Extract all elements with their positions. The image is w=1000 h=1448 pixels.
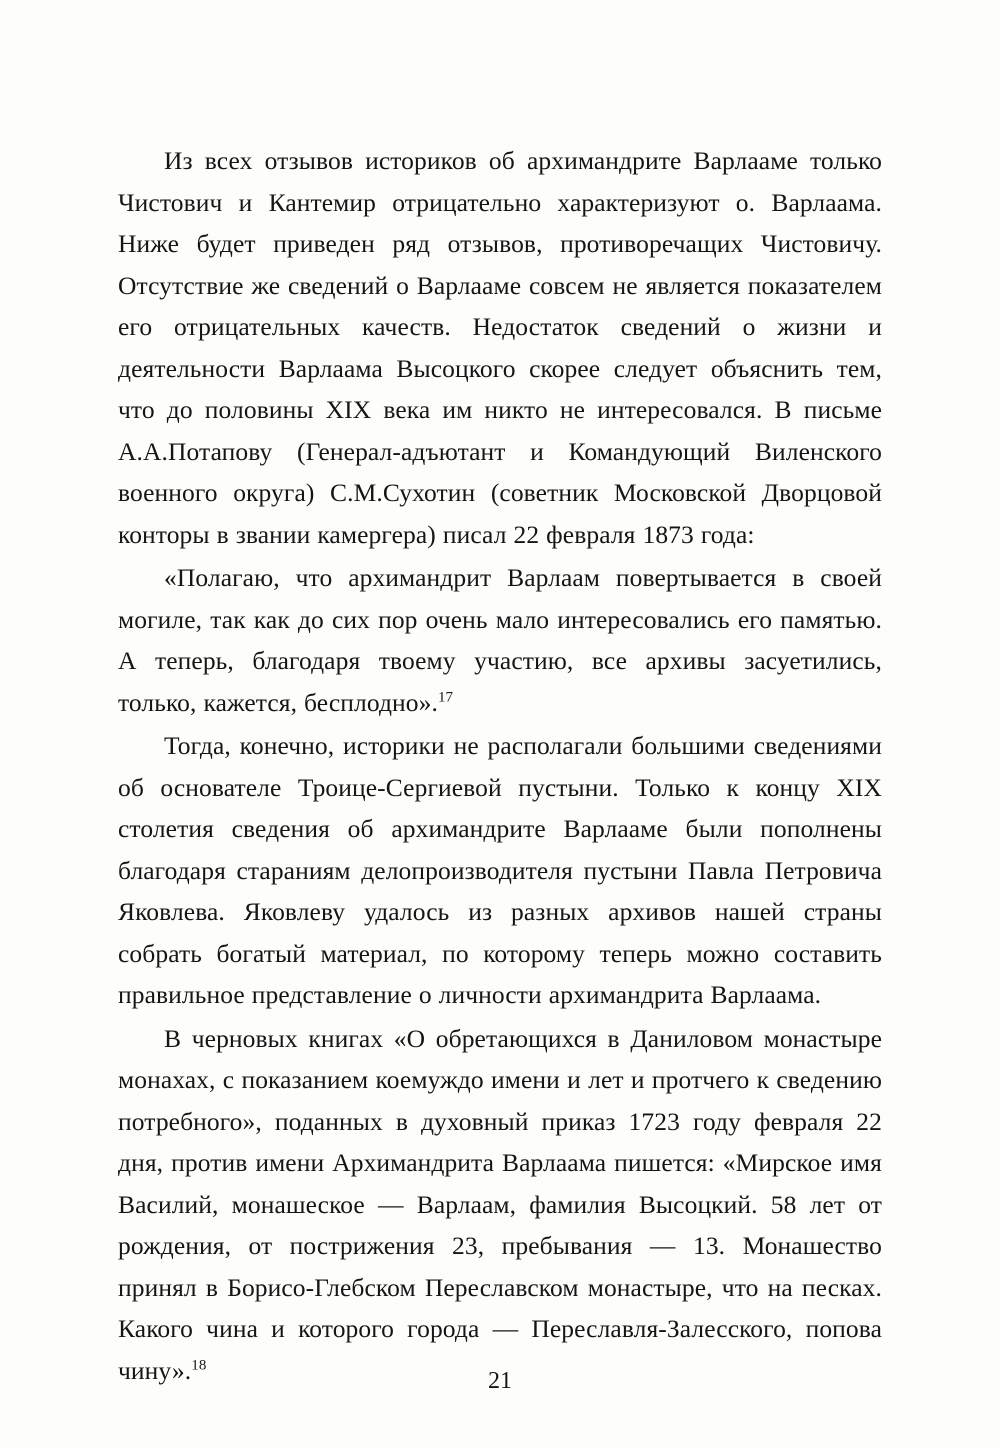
footnote-marker: 17 xyxy=(437,689,454,705)
footnote-marker: 18 xyxy=(191,1357,207,1373)
paragraph xyxy=(118,1018,882,1392)
page-number: 21 xyxy=(488,1368,512,1394)
body-text-column xyxy=(118,140,882,1391)
paragraph-text: Тогда, конечно, историки не располагали большими сведениями об основателе Троице-Сергиевой пустыни. Только к концу XIX столетия сведения об архимандрите Варлааме были пополнены благодаря стараниям делопроизводителя пустыни Павла Петровича Яковлева. Яковлеву удалось из разных архивов нашей страны собрать богатый материал, по которому теперь можно составить правильное представление о личности архимандрита Варлаама. xyxy=(118,731,882,1009)
paragraph xyxy=(118,140,882,555)
paragraph-text: В черновых книгах «О обретающихся в Даниловом монастыре монахах, с показанием коемуждо имени и лет и протчего к сведению потребного», поданных в духовный приказ 1723 году февраля 22 дня, против имени Архимандрита Варлаама пишется: «Мирское имя Василий, монашеское — Варлаам, фамилия Высоцкий. 58 лет от рождения, от пострижения 23, пребывания — 13. Монашество принял в Борисо-Глебском Переславском монастыре, что на песках. Какого чина и которого города — Переславля-Залесского, попова чину». xyxy=(118,1023,882,1385)
paragraph xyxy=(118,557,882,723)
paragraph xyxy=(118,725,882,1016)
paragraph-text: «Полагаю, что архимандрит Варлаам повертывается в своей могиле, так как до сих пор очень мало интересовались его памятью. А теперь, благодаря твоему участию, все архивы засуетились, только, кажется, бесплодно». xyxy=(118,563,882,717)
paragraph-text: Из всех отзывов историков об архимандрите Варлааме только Чистович и Кантемир отрицательно характеризуют о. Варлаама. Ниже будет приведен ряд отзывов, противоречащих Чистовичу. Отсутствие же сведений о Варлааме совсем не является показателем его отрицательных качеств. Недостаток сведений о жизни и деятельности Варлаама Высоцкого скорее следует объяснить тем, что до половины XIX века им никто не интересовался. В письме А.А.Потапову (Генерал-адъютант и Командующий Виленского военного округа) С.М.Сухотин (советник Московской Дворцовой конторы в звании камергера) писал 22 февраля 1873 года: xyxy=(118,146,882,549)
